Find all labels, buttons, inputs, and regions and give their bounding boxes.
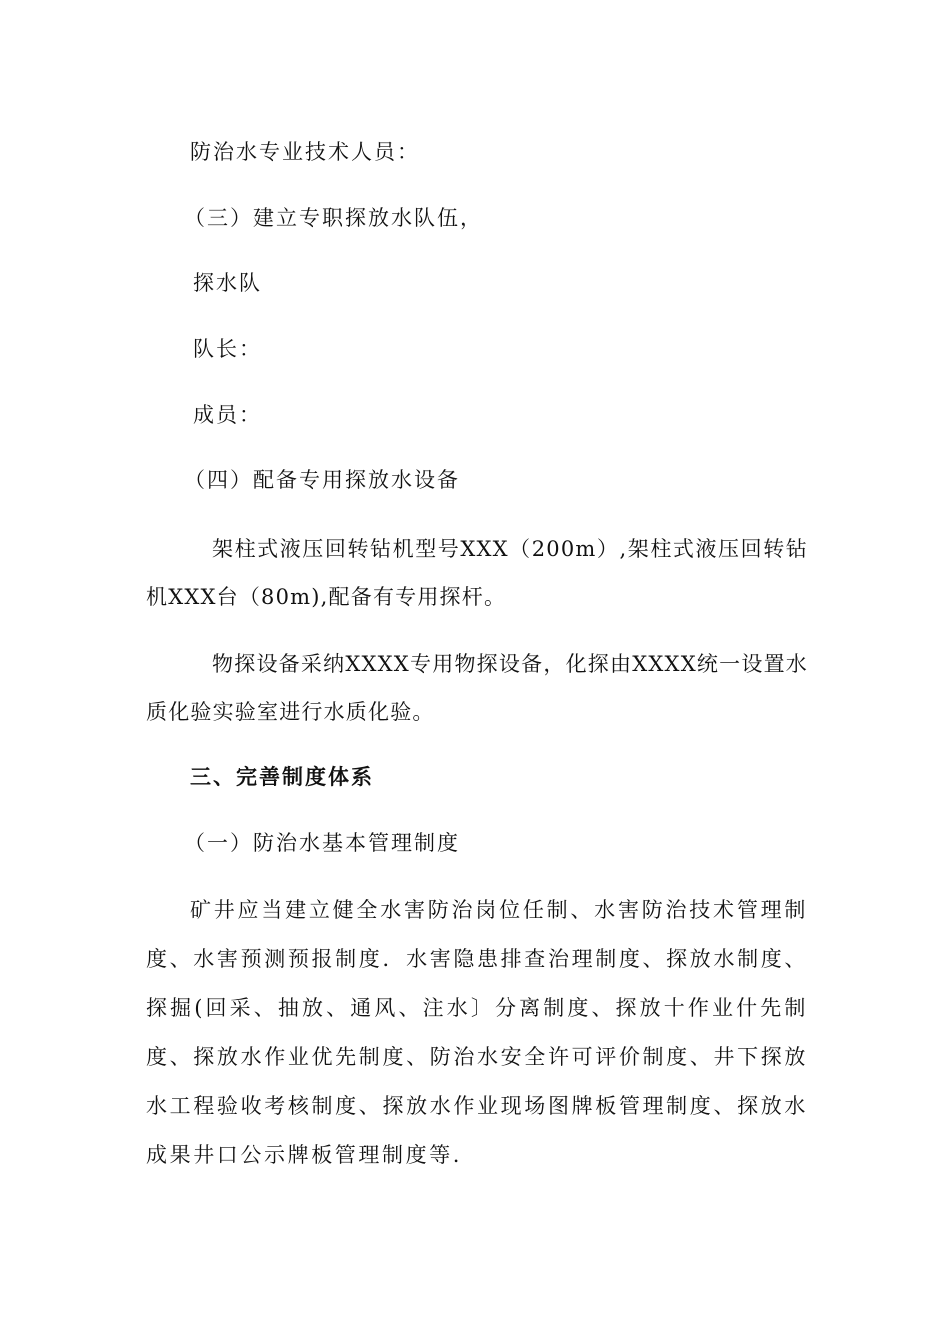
text-line-basic-management-system: （一）防治水基本管理制度 [184, 831, 460, 855]
section-heading-improve-system: 三、完善制度体系 [190, 765, 374, 789]
text-line-members: 成员： [193, 403, 262, 427]
paragraph-geophysical-equipment: 物探设备采纳XXXX专用物探设备，化探由XXXX统一设置水质化验实验室进行水质化验。 [146, 652, 808, 724]
text-line-team-leader: 队长： [193, 337, 262, 361]
text-line-section-3-team: （三）建立专职探放水队伍， [184, 206, 483, 230]
text-line-section-4-equipment: （四）配备专用探放水设备 [184, 468, 460, 492]
paragraph-drilling-rigs: 架柱式液压回转钻机型号XXX（200m）,架柱式液压回转钻机XXX台（80m),配备有专用探杆。 [146, 537, 808, 609]
text-line-technical-staff: 防治水专业技术人员： [190, 140, 420, 164]
paragraph-management-systems: 矿井应当建立健全水害防治岗位任制、水害防治技术管理制度、水害预测预报制度．水害隐患排查治理制度、探放水制度、探掘(回采、抽放、通风、注水〕分离制度、探放十作业什先制度、探放水作业优先制度、防治水安全许可评价制度、井下探放水工程验收考核制度、探放水作业现场图牌板管理制度、探放水成果井口公示牌板管理制度等. [146, 898, 808, 1167]
text-line-water-probe-team: 探水队 [193, 271, 262, 295]
